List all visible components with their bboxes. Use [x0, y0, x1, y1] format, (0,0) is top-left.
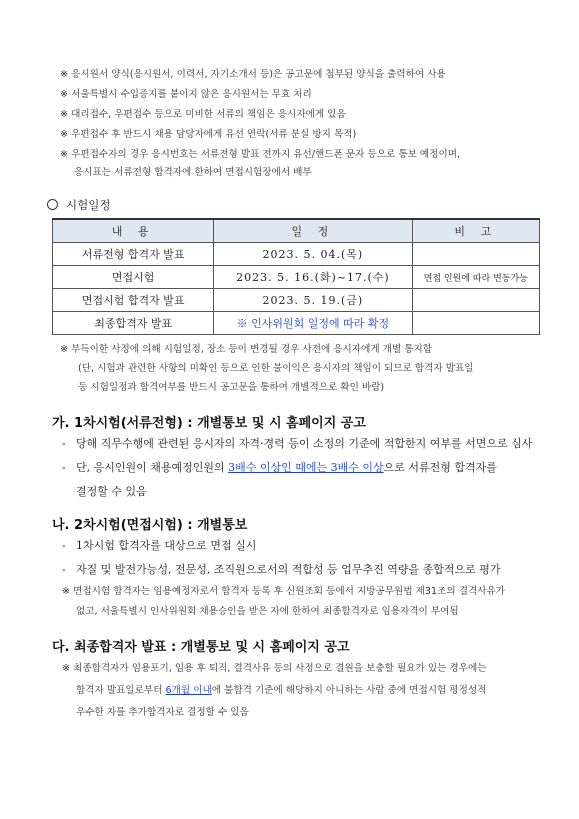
section-c-heading: 다. 최종합격자 발표 : 개별통보 및 시 홈페이지 공고 [52, 640, 350, 655]
section-a-item-1: - 당해 직무수행에 관련된 응시자의 자격·경력 등이 소정의 기준에 적합한지 여부를 서면으로 심사 [62, 437, 533, 450]
note-applicant-number: ※ 우편접수자의 경우 응시번호는 서류전형 발표 전까지 유선/핸드폰 문자 등으로 통보 예정이며, [60, 149, 461, 160]
table-row [53, 243, 540, 266]
section-b-heading: 나. 2차시험(면접시험) : 개별통보 [52, 518, 248, 533]
schedule-table [52, 218, 540, 335]
table-row [53, 266, 540, 289]
row-item: 면접시험 [53, 266, 214, 289]
note-form: ※ 응시원서 양식(응시원서, 이력서, 자기소개서 등)은 공고문에 첨부된 양식을 출력하여 사용 [60, 69, 446, 80]
schedule-title: 시험일정 [47, 197, 110, 213]
note-applicant-number-cont: 응시표는 서류전형 합격자에 한하여 면접시험장에서 배부 [74, 167, 312, 178]
header-remark: 비 고 [412, 219, 539, 243]
section-a-item-2: - 단, 응시인원이 채용예정인원의 3배수 이상인 때에는 3배수 이상으로 서류전형 합격자를 [62, 461, 497, 474]
section-b-item-2: - 자질 및 발전가능성, 전문성, 조직원으로서의 적합성 등 업무추진 역량을 종합적으로 평가 [62, 563, 501, 576]
row-remark [412, 289, 539, 312]
section-b-item-1: - 1차시험 합격자를 대상으로 면접 실시 [62, 539, 257, 552]
threshold-link: 3배수 이상인 때에는 3배수 이상 [228, 461, 384, 474]
row-remark [412, 312, 539, 335]
section-c-line-3: 우수한 자를 추가합격자로 결정할 수 있음 [76, 707, 249, 718]
section-b-note: ※ 면접시험 합격자는 임용예정자로서 합격자 등록 후 신원조회 등에서 지방공무원법 제31조의 결격사유가 [62, 586, 506, 597]
header-content: 내 용 [53, 219, 214, 243]
section-a-heading: 가. 1차시험(서류전형) : 개별통보 및 시 홈페이지 공고 [52, 416, 366, 431]
section-a-item-2-cont: 결정할 수 있음 [76, 485, 147, 498]
section-c-line-1: ※ 최종합격자가 임용포기, 임용 후 퇴직, 결격사유 등의 사정으로 결원을 보충할 필요가 있는 경우에는 [62, 663, 487, 674]
row-item: 서류전형 합격자 발표 [53, 243, 214, 266]
row-date: 2023. 5. 16.(화)~17.(수) [214, 266, 412, 289]
schedule-note: ※ 부득이한 사정에 의해 시험일정, 장소 등이 변경될 경우 사전에 응시자에게 개별 통지함 [60, 344, 433, 355]
note-postal: ※ 우편접수 후 반드시 채용 담당자에게 유선 연락(서류 분실 방지 목적) [60, 129, 357, 140]
table-row [53, 289, 540, 312]
row-item: 면접시험 합격자 발표 [53, 289, 214, 312]
schedule-note-cont2: 등 시험일정과 합격여부를 반드시 공고문을 통하여 개별적으로 확인 바람) [78, 382, 385, 393]
row-date: 2023. 5. 04.(목) [214, 243, 412, 266]
six-months-link: 6개월 이내 [165, 685, 212, 696]
note-proxy: ※ 대리접수, 우편접수 등으로 미비한 서류의 책임은 응시자에게 있음 [60, 109, 346, 120]
note-stamp: ※ 서울특별시 수입증지를 붙이지 않은 응시원서는 무효 처리 [60, 89, 312, 100]
row-remark: 면접 인원에 따라 변동가능 [412, 266, 539, 289]
circle-bullet-icon [47, 199, 58, 210]
section-c-line-2: 합격자 발표일로부터 6개월 이내에 불합격 기준에 해당하지 아니하는 사람 중에 면접시험 평정성적 [76, 685, 487, 696]
row-item: 최종합격자 발표 [53, 312, 214, 335]
section-b-note-cont: 없고, 서울특별시 인사위원회 채용승인을 받은 자에 한하여 최종합격자로 임용자격이 부여됨 [76, 606, 459, 617]
row-date: 2023. 5. 19.(금) [214, 289, 412, 312]
row-date: ※ 인사위원회 일정에 따라 확정 [214, 312, 412, 335]
schedule-note-cont1: (단, 시험과 관련한 사항의 미확인 등으로 인한 불이익은 응시자의 책임이 되므로 합격자 발표일 [78, 363, 474, 374]
schedule-header-row [53, 219, 540, 243]
table-row [53, 312, 540, 335]
header-date: 일 정 [214, 219, 412, 243]
row-remark [412, 243, 539, 266]
